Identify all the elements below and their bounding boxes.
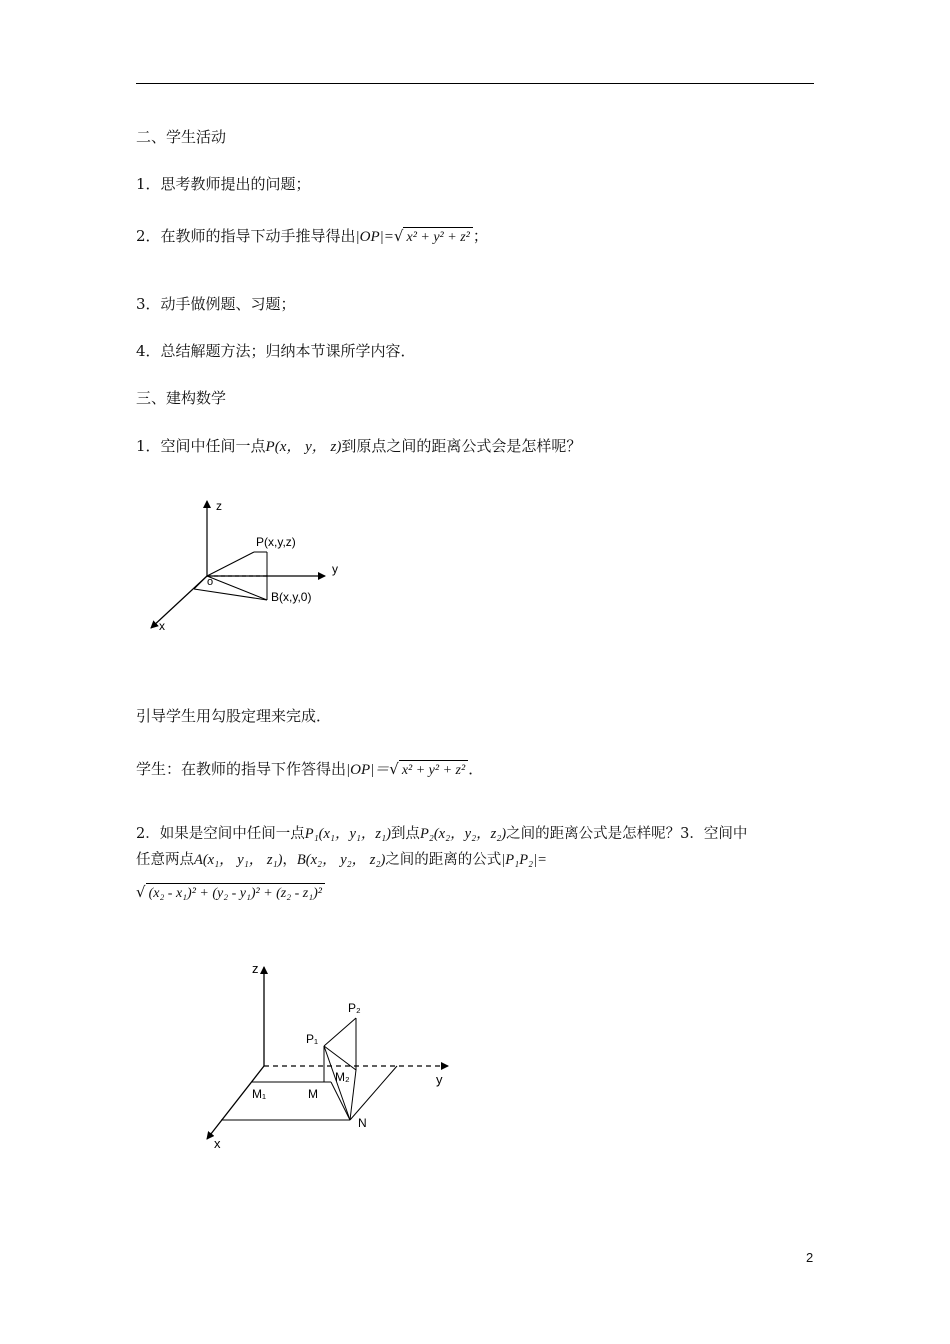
q2-line2-a: 任意两点 <box>136 852 194 868</box>
q2-p1: P₁(x₁，y₁，z₁) <box>304 826 391 842</box>
f2-label-n: N <box>358 1116 367 1130</box>
f1-label-o: o <box>207 576 214 588</box>
f2-label-x: x <box>214 1136 221 1151</box>
q2-distance-formula <box>136 882 325 904</box>
q2-a: A(x₁， y₁， z₁) <box>194 852 283 868</box>
q2-line2-b: 之间的距离的公式 <box>385 852 502 868</box>
q2-b: B(x₂， y₂， z₂) <box>296 852 386 868</box>
q1-prefix: 1．空间中任间一点 <box>136 437 266 455</box>
page-number: 2 <box>806 1250 814 1265</box>
student-sqrt: √ x² + y² + z² <box>389 759 468 781</box>
student-formula: x² + y² + z² <box>399 760 468 781</box>
q2-line1-b: 到点 <box>390 826 420 842</box>
q1-suffix: 到原点之间的距离公式会是怎样呢？ <box>341 437 582 455</box>
q2-line2 <box>136 850 547 870</box>
f1-base-edge <box>194 589 267 600</box>
f2-label-p1: P₁ <box>306 1032 319 1046</box>
item2-lhs: |OP|= <box>355 229 394 245</box>
figure2-diagram <box>200 955 470 1155</box>
figure1-diagram <box>140 490 360 640</box>
f2-p1p2 <box>324 1018 356 1046</box>
f1-base <box>194 576 267 600</box>
section2-item2 <box>136 226 488 248</box>
f2-label-m: M <box>308 1087 318 1101</box>
q1-point: P(x， y， z) <box>265 439 342 455</box>
student-prefix: 学生：在教师的指导下作答得出 <box>136 760 347 778</box>
q2-line1 <box>136 824 747 844</box>
student-suffix: ． <box>468 760 484 778</box>
section2-title: 二、学生活动 <box>136 128 227 146</box>
section2-item1: 1．思考教师提出的问题； <box>136 175 311 193</box>
q2-line1-a: 2．如果是空间中任间一点 <box>136 826 305 842</box>
item2-sqrt: √ x² + y² + z² <box>394 226 473 248</box>
guide-text: 引导学生用勾股定理来完成． <box>136 707 332 725</box>
q2-formula: (x₂ - x₁)² + (y₂ - y₁)² + (z₂ - z₁)² <box>146 883 325 904</box>
f1-op <box>207 552 254 576</box>
f2-label-z: z <box>252 961 259 976</box>
section2-item4: 4．总结解题方法；归纳本节课所学内容． <box>136 342 416 360</box>
q2-p2: P₂(x₂，y₂，z₂) <box>419 826 507 842</box>
q2-comma: ， <box>282 852 297 868</box>
header-rule <box>136 83 814 84</box>
f1-label-z: z <box>216 499 222 513</box>
f1-label-b: B(x,y,0) <box>271 590 312 604</box>
f1-label-y: y <box>332 562 338 576</box>
f2-label-m2: M₂ <box>335 1070 350 1084</box>
f2-m2-n <box>350 1070 356 1120</box>
q2-line1-c: 之间的距离公式是怎样呢？3．空间中 <box>506 826 748 842</box>
q2-sqrt: √ (x₂ - x₁)² + (y₂ - y₁)² + (z₂ - z₁)² <box>136 882 325 904</box>
section3-title: 三、建构数学 <box>136 389 227 407</box>
item2-suffix: ； <box>472 227 488 245</box>
f2-label-y: y <box>436 1072 443 1087</box>
student-answer <box>136 759 483 781</box>
item2-prefix: 2．在教师的指导下动手推导得出 <box>136 227 356 245</box>
f2-n-y <box>350 1066 397 1120</box>
f2-label-p2: P₂ <box>348 1001 361 1015</box>
q2-lhs: |P₁P₂|= <box>501 852 547 868</box>
f2-label-m1: M₁ <box>252 1087 267 1101</box>
f1-label-p: P(x,y,z) <box>256 535 296 549</box>
f2-x-axis <box>207 1066 267 1139</box>
student-lhs: |OP|＝ <box>346 762 390 778</box>
f1-label-x: x <box>159 619 165 633</box>
f2-mn <box>331 1082 350 1120</box>
section2-item3: 3．动手做例题、习题； <box>136 295 296 313</box>
item2-formula: x² + y² + z² <box>403 227 472 248</box>
section3-q1 <box>136 436 581 457</box>
